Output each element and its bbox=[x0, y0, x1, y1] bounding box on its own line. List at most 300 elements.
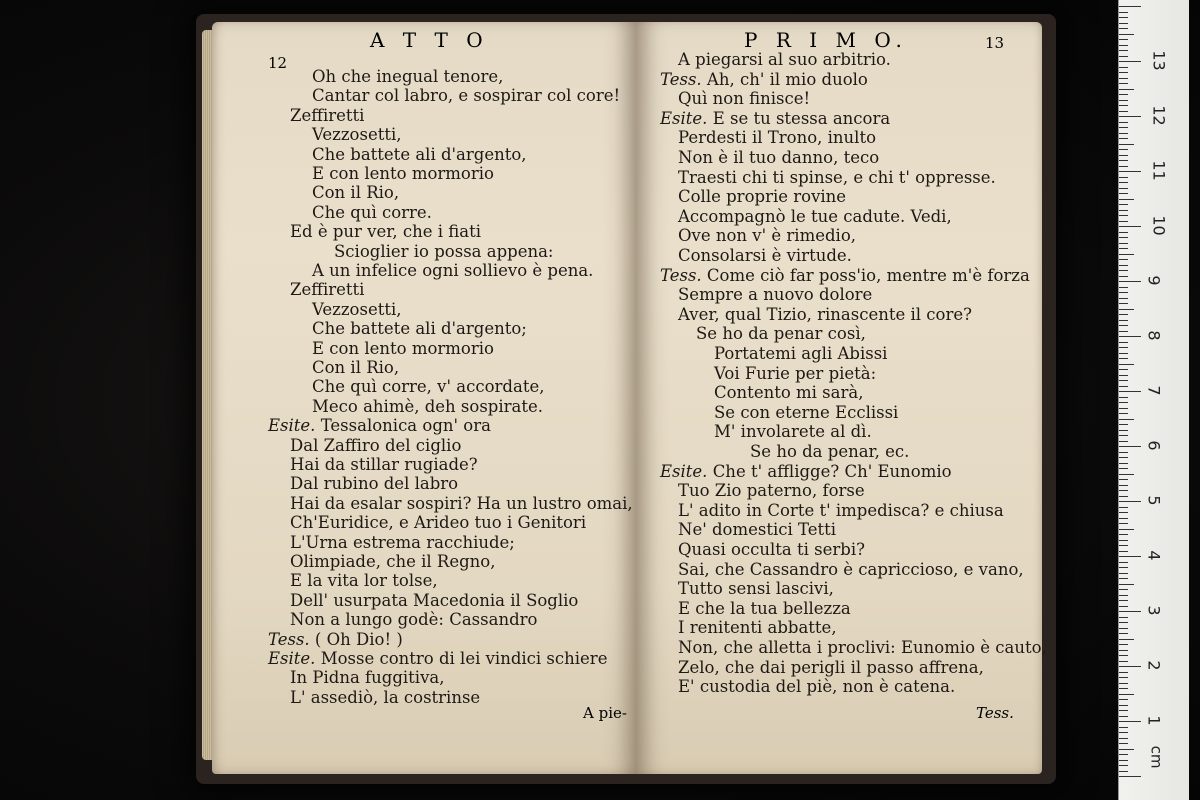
ruler-tick bbox=[1119, 386, 1128, 387]
ruler-tick bbox=[1119, 237, 1128, 238]
ruler-tick bbox=[1119, 452, 1128, 453]
text-line bbox=[714, 422, 872, 442]
ruler-tick bbox=[1119, 694, 1134, 695]
ruler-tick bbox=[1119, 463, 1128, 464]
verse-text: Hai da stillar rugiade? bbox=[290, 455, 478, 474]
ruler-tick bbox=[1119, 446, 1141, 447]
ruler-tick bbox=[1119, 298, 1128, 299]
verse-text: I renitenti abbatte, bbox=[678, 618, 837, 638]
ruler-tick bbox=[1119, 325, 1128, 326]
text-line bbox=[714, 383, 863, 403]
verse-text: Con il Rio, bbox=[312, 358, 400, 377]
ruler-tick bbox=[1119, 710, 1128, 711]
ruler-tick bbox=[1119, 622, 1128, 623]
verse-text: Ah, ch' il mio duolo bbox=[706, 69, 868, 89]
ruler-tick bbox=[1119, 364, 1134, 365]
ruler-tick bbox=[1119, 419, 1134, 420]
text-line bbox=[678, 599, 851, 619]
ruler-tick bbox=[1119, 474, 1134, 475]
ruler-tick bbox=[1119, 512, 1128, 513]
verse-text: M' involarete al dì. bbox=[714, 422, 872, 442]
verse-text: Ne' domestici Tetti bbox=[678, 520, 837, 540]
ruler-tick bbox=[1119, 413, 1128, 414]
ruler-label: 7 bbox=[1144, 385, 1164, 396]
ruler-label: 3 bbox=[1144, 605, 1164, 616]
text-line bbox=[312, 358, 399, 378]
right-running-head: P R I M O. bbox=[744, 28, 908, 52]
verse-text: Contento mi sarà, bbox=[714, 383, 864, 403]
text-line bbox=[290, 474, 458, 494]
text-line bbox=[312, 183, 399, 203]
ruler-tick bbox=[1119, 683, 1128, 684]
text-line bbox=[678, 481, 865, 501]
ruler-tick bbox=[1119, 270, 1128, 271]
ruler-tick bbox=[1119, 485, 1128, 486]
verse-text: Voi Furie per pietà: bbox=[714, 363, 877, 383]
ruler-tick bbox=[1119, 215, 1128, 216]
ruler-tick bbox=[1119, 358, 1128, 359]
ruler-tick bbox=[1119, 441, 1128, 442]
ruler-label: 1 bbox=[1144, 715, 1164, 726]
verse-text: A piegarsi al suo arbitrio. bbox=[678, 50, 891, 69]
ruler-tick bbox=[1119, 122, 1128, 123]
ruler-tick bbox=[1119, 61, 1141, 62]
text-line bbox=[312, 67, 503, 87]
ruler-tick bbox=[1119, 424, 1128, 425]
text-line bbox=[268, 649, 607, 669]
verse-text: Che t' affligge? Ch' Eunomio bbox=[712, 461, 952, 481]
ruler-tick bbox=[1119, 50, 1128, 51]
right-catchword: Tess. bbox=[976, 704, 1014, 722]
ruler-tick bbox=[1119, 430, 1128, 431]
text-line bbox=[678, 658, 984, 678]
text-line bbox=[678, 560, 1024, 580]
verse-text: Dell' usurpata Macedonia il Soglio bbox=[290, 590, 579, 610]
ruler-tick bbox=[1119, 402, 1128, 403]
text-line bbox=[714, 344, 887, 364]
verse-text: Dal rubino del labro bbox=[290, 474, 459, 494]
verse-text: ( Oh Dio! ) bbox=[314, 629, 403, 649]
ruler-tick bbox=[1119, 391, 1141, 392]
ruler-tick bbox=[1119, 507, 1128, 508]
ruler-tick bbox=[1119, 281, 1141, 282]
ruler-label: 10 bbox=[1149, 215, 1169, 236]
ruler-tick bbox=[1119, 551, 1128, 552]
text-line bbox=[660, 462, 952, 482]
text-line bbox=[290, 494, 633, 514]
ruler-tick bbox=[1119, 100, 1128, 101]
verse-text: Consolarsi è virtude. bbox=[678, 246, 852, 265]
ruler-tick bbox=[1119, 56, 1128, 57]
text-line bbox=[678, 226, 856, 246]
measurement-ruler bbox=[1118, 0, 1189, 800]
ruler-tick bbox=[1119, 331, 1128, 332]
text-line bbox=[290, 668, 445, 688]
ruler-tick bbox=[1119, 380, 1128, 381]
verse-text: Ove non v' è rimedio, bbox=[678, 226, 856, 246]
ruler-tick bbox=[1119, 584, 1134, 585]
text-line bbox=[678, 520, 836, 540]
ruler-tick bbox=[1119, 606, 1128, 607]
ruler-tick bbox=[1119, 540, 1128, 541]
ruler-tick bbox=[1119, 166, 1128, 167]
ruler-tick bbox=[1119, 633, 1128, 634]
text-line bbox=[312, 339, 494, 359]
text-line bbox=[660, 109, 890, 129]
ruler-tick bbox=[1119, 655, 1128, 656]
ruler-tick bbox=[1119, 617, 1128, 618]
text-line bbox=[268, 416, 491, 436]
ruler-tick bbox=[1119, 39, 1128, 40]
ruler-tick bbox=[1119, 639, 1134, 640]
text-line bbox=[312, 145, 527, 165]
right-page-number: 13 bbox=[985, 34, 1005, 52]
verse-text: Colle proprie rovine bbox=[678, 187, 847, 207]
text-line bbox=[312, 261, 593, 281]
speaker-name: Esite. bbox=[268, 649, 316, 668]
ruler-tick bbox=[1119, 210, 1128, 211]
ruler-tick bbox=[1119, 133, 1128, 134]
text-line bbox=[290, 455, 478, 475]
text-line bbox=[678, 305, 972, 325]
text-line bbox=[696, 324, 866, 344]
text-line bbox=[312, 377, 544, 397]
text-line bbox=[678, 677, 955, 697]
text-line bbox=[290, 533, 515, 553]
verse-text: In Pidna fuggitiva, bbox=[290, 668, 445, 688]
ruler-tick bbox=[1119, 408, 1128, 409]
text-line bbox=[678, 89, 810, 109]
ruler-tick bbox=[1119, 595, 1128, 596]
ruler-tick bbox=[1119, 138, 1128, 139]
verse-text: Tuo Zio paterno, forse bbox=[678, 481, 865, 501]
ruler-tick bbox=[1119, 435, 1128, 436]
verse-text: Che quì corre. bbox=[312, 202, 432, 222]
verse-text: E' custodia del piè, non è catena. bbox=[678, 677, 956, 697]
verse-text: Che quì corre, v' accordate, bbox=[312, 377, 545, 397]
verse-text: Non, che alletta i proclivi: Eunomio è cauto, bbox=[678, 638, 1047, 657]
ruler-tick bbox=[1119, 314, 1128, 315]
ruler-tick bbox=[1119, 144, 1134, 145]
verse-text: E con lento mormorio bbox=[312, 338, 494, 358]
verse-text: Se con eterne Ecclissi bbox=[714, 402, 899, 422]
verse-text: Tutto sensi lascivi, bbox=[678, 579, 834, 599]
ruler-tick bbox=[1119, 556, 1141, 557]
text-line bbox=[678, 618, 837, 638]
verse-text: Non è il tuo danno, teco bbox=[678, 148, 880, 167]
speaker-name: Tess. bbox=[660, 69, 702, 89]
ruler-tick bbox=[1119, 78, 1128, 79]
ruler-tick bbox=[1119, 94, 1128, 95]
ruler-tick bbox=[1119, 243, 1128, 244]
ruler-label: 12 bbox=[1149, 105, 1169, 126]
verse-text: Zelo, che dai perigli il passo affrena, bbox=[678, 657, 984, 677]
ruler-tick bbox=[1119, 232, 1128, 233]
ruler-label: 5 bbox=[1144, 495, 1164, 506]
verse-text: Traesti chi ti spinse, e chi t' oppresse. bbox=[678, 167, 996, 187]
verse-text: Olimpiade, che il Regno, bbox=[290, 552, 496, 571]
ruler-tick bbox=[1119, 160, 1128, 161]
ruler-tick bbox=[1119, 287, 1128, 288]
ruler-tick bbox=[1119, 12, 1128, 13]
ruler-tick bbox=[1119, 749, 1134, 750]
ruler-tick bbox=[1119, 182, 1128, 183]
ruler-tick bbox=[1119, 457, 1128, 458]
verse-text: Con il Rio, bbox=[312, 183, 400, 203]
ruler-tick bbox=[1119, 292, 1128, 293]
verse-text: Se ho da penar, ec. bbox=[750, 442, 910, 461]
ruler-tick bbox=[1119, 89, 1134, 90]
ruler-label: 9 bbox=[1144, 275, 1164, 286]
text-line bbox=[290, 552, 495, 572]
ruler-tick bbox=[1119, 644, 1128, 645]
verse-text: Accompagnò le tue cadute. Vedi, bbox=[678, 206, 952, 226]
ruler-tick bbox=[1119, 573, 1128, 574]
text-line bbox=[290, 106, 364, 126]
verse-text: Che battete ali d'argento, bbox=[312, 144, 527, 164]
ruler-tick bbox=[1119, 727, 1128, 728]
text-line bbox=[290, 280, 364, 300]
ruler-tick bbox=[1119, 347, 1128, 348]
text-line bbox=[312, 164, 494, 184]
verse-text: E la vita lor tolse, bbox=[290, 571, 438, 591]
verse-text: Quasi occulta ti serbi? bbox=[678, 540, 865, 559]
ruler-tick bbox=[1119, 716, 1128, 717]
verse-text: Meco ahimè, deh sospirate. bbox=[312, 396, 543, 416]
verse-text: Zeffiretti bbox=[290, 280, 365, 300]
verse-text: Come ciò far poss'io, mentre m'è forza bbox=[706, 265, 1030, 285]
verse-text: Non a lungo godè: Cassandro bbox=[290, 610, 538, 630]
ruler-tick bbox=[1119, 353, 1128, 354]
text-line bbox=[678, 579, 834, 599]
ruler-tick bbox=[1119, 688, 1128, 689]
verse-text: E che la tua bellezza bbox=[678, 598, 851, 618]
text-line bbox=[678, 540, 865, 560]
ruler-tick bbox=[1119, 342, 1128, 343]
ruler-tick bbox=[1119, 375, 1128, 376]
ruler-tick bbox=[1119, 523, 1128, 524]
verse-text: Quì non finisce! bbox=[678, 89, 811, 109]
text-line bbox=[678, 168, 996, 188]
ruler-tick bbox=[1119, 578, 1128, 579]
ruler-tick bbox=[1119, 226, 1141, 227]
ruler-tick bbox=[1119, 534, 1128, 535]
text-line bbox=[678, 50, 891, 70]
text-line bbox=[714, 364, 876, 384]
verse-text: Oh che inegual tenore, bbox=[312, 67, 504, 86]
ruler-label: 13 bbox=[1149, 50, 1169, 71]
ruler-tick bbox=[1119, 650, 1128, 651]
text-line bbox=[678, 187, 846, 207]
ruler-tick bbox=[1119, 611, 1141, 612]
verse-text: Portatemi agli Abissi bbox=[714, 344, 888, 363]
ruler-tick bbox=[1119, 149, 1128, 150]
verse-text: L' adito in Corte t' impedisca? e chiusa bbox=[678, 500, 1004, 520]
ruler-tick bbox=[1119, 369, 1128, 370]
ruler-tick bbox=[1119, 754, 1128, 755]
verse-text: Se ho da penar così, bbox=[696, 324, 866, 344]
text-line bbox=[678, 285, 872, 305]
verse-text: Che battete ali d'argento; bbox=[312, 319, 527, 339]
text-line bbox=[678, 501, 1004, 521]
verse-text: Vezzosetti, bbox=[312, 125, 402, 145]
verse-text: Perdesti il Trono, inulto bbox=[678, 128, 877, 148]
ruler-tick bbox=[1119, 221, 1128, 222]
ruler-tick bbox=[1119, 309, 1134, 310]
ruler-tick bbox=[1119, 677, 1128, 678]
ruler-label: 2 bbox=[1144, 660, 1164, 671]
text-line bbox=[678, 148, 879, 168]
text-line bbox=[290, 610, 537, 630]
ruler-tick bbox=[1119, 699, 1128, 700]
verse-text: Tessalonica ogn' ora bbox=[320, 416, 491, 436]
text-line bbox=[312, 300, 402, 320]
ruler-tick bbox=[1119, 600, 1128, 601]
ruler-tick bbox=[1119, 666, 1141, 667]
ruler-tick bbox=[1119, 567, 1128, 568]
ruler-tick bbox=[1119, 496, 1128, 497]
speaker-name: Esite. bbox=[660, 461, 708, 481]
ruler-tick bbox=[1119, 628, 1128, 629]
ruler-tick bbox=[1119, 336, 1141, 337]
verse-text: Vezzosetti, bbox=[312, 299, 402, 319]
ruler-tick bbox=[1119, 320, 1128, 321]
text-line bbox=[268, 630, 403, 650]
text-line bbox=[678, 638, 1047, 658]
verse-text: Scioglier io possa appena: bbox=[334, 241, 554, 261]
ruler-tick bbox=[1119, 155, 1128, 156]
ruler-label: 11 bbox=[1149, 160, 1169, 181]
ruler-tick bbox=[1119, 776, 1141, 777]
speaker-name: Tess. bbox=[268, 629, 310, 649]
text-line bbox=[660, 266, 1030, 286]
text-line bbox=[312, 86, 620, 106]
ruler-tick bbox=[1119, 45, 1128, 46]
ruler-tick bbox=[1119, 276, 1128, 277]
text-line bbox=[312, 319, 527, 339]
text-line bbox=[312, 125, 402, 145]
ruler-tick bbox=[1119, 765, 1128, 766]
ruler-tick bbox=[1119, 34, 1134, 35]
verse-text: Mosse contro di lei vindici schiere bbox=[320, 649, 608, 668]
left-page-number: 12 bbox=[268, 54, 288, 72]
ruler-tick bbox=[1119, 254, 1134, 255]
text-line bbox=[290, 688, 480, 708]
verse-text: Zeffiretti bbox=[290, 105, 365, 125]
verse-text: Ed è pur ver, che i fiati bbox=[290, 222, 481, 242]
verse-text: Hai da esalar sospiri? Ha un lustro omai, bbox=[290, 493, 633, 513]
text-line bbox=[660, 70, 868, 90]
ruler-tick bbox=[1119, 705, 1128, 706]
text-line bbox=[290, 513, 586, 533]
ruler-tick bbox=[1119, 265, 1128, 266]
left-running-head: A T T O bbox=[370, 28, 489, 52]
ruler-tick bbox=[1119, 116, 1141, 117]
verse-text: A un infelice ogni sollievo è pena. bbox=[312, 261, 594, 280]
ruler-tick bbox=[1119, 127, 1128, 128]
ruler-tick bbox=[1119, 771, 1128, 772]
ruler-tick bbox=[1119, 545, 1128, 546]
text-line bbox=[334, 242, 554, 262]
ruler-label: 6 bbox=[1144, 440, 1164, 451]
verse-text: E se tu stessa ancora bbox=[712, 108, 891, 128]
ruler-tick bbox=[1119, 72, 1128, 73]
ruler-tick bbox=[1119, 259, 1128, 260]
text-line bbox=[312, 203, 432, 223]
ruler-label: 8 bbox=[1144, 330, 1164, 341]
text-line bbox=[290, 436, 461, 456]
ruler-tick bbox=[1119, 17, 1128, 18]
text-line bbox=[714, 403, 898, 423]
verse-text: Aver, qual Tizio, rinascente il core? bbox=[678, 304, 972, 324]
ruler-tick bbox=[1119, 303, 1128, 304]
verse-text: Cantar col labro, e sospirar col core! bbox=[312, 86, 621, 106]
ruler-tick bbox=[1119, 721, 1141, 722]
ruler-tick bbox=[1119, 501, 1141, 502]
text-line bbox=[312, 397, 543, 417]
verse-text: L' assediò, la costrinse bbox=[290, 687, 481, 707]
ruler-tick bbox=[1119, 171, 1141, 172]
ruler-tick bbox=[1119, 760, 1128, 761]
ruler-tick bbox=[1119, 397, 1128, 398]
ruler-tick bbox=[1119, 199, 1134, 200]
ruler-tick bbox=[1119, 23, 1128, 24]
ruler-tick bbox=[1119, 589, 1128, 590]
ruler-tick bbox=[1119, 204, 1128, 205]
verse-text: Dal Zaffiro del ciglio bbox=[290, 435, 462, 455]
ruler-tick bbox=[1119, 743, 1128, 744]
ruler-tick bbox=[1119, 248, 1128, 249]
text-line bbox=[678, 246, 852, 266]
speaker-name: Tess. bbox=[660, 265, 702, 285]
speaker-name: Esite. bbox=[268, 416, 316, 436]
verse-text: L'Urna estrema racchiude; bbox=[290, 532, 515, 552]
text-line bbox=[290, 571, 438, 591]
ruler-tick bbox=[1119, 562, 1128, 563]
text-line bbox=[678, 128, 876, 148]
ruler-tick bbox=[1119, 518, 1128, 519]
ruler-label: 4 bbox=[1144, 550, 1164, 561]
ruler-tick bbox=[1119, 83, 1128, 84]
ruler-tick bbox=[1119, 111, 1128, 112]
ruler-tick bbox=[1119, 28, 1128, 29]
ruler-tick bbox=[1119, 738, 1128, 739]
text-line bbox=[290, 591, 578, 611]
text-line bbox=[750, 442, 909, 462]
ruler-tick bbox=[1119, 188, 1128, 189]
ruler-tick bbox=[1119, 479, 1128, 480]
ruler-tick bbox=[1119, 67, 1128, 68]
verse-text: E con lento mormorio bbox=[312, 164, 494, 183]
verse-text: Sai, che Cassandro è capriccioso, e vano, bbox=[678, 559, 1024, 579]
ruler-tick bbox=[1119, 468, 1128, 469]
ruler-tick bbox=[1119, 529, 1134, 530]
ruler-tick bbox=[1119, 177, 1128, 178]
ruler-tick bbox=[1119, 661, 1128, 662]
ruler-tick bbox=[1119, 490, 1128, 491]
ruler-tick bbox=[1119, 672, 1128, 673]
text-line bbox=[290, 222, 481, 242]
ruler-unit: cm bbox=[1147, 745, 1166, 769]
ruler-tick bbox=[1119, 732, 1128, 733]
left-catchword: A pie- bbox=[583, 704, 627, 722]
ruler-tick bbox=[1119, 105, 1128, 106]
speaker-name: Esite. bbox=[660, 108, 708, 128]
verse-text: Ch'Euridice, e Arideo tuo i Genitori bbox=[290, 513, 587, 533]
ruler-tick bbox=[1119, 193, 1128, 194]
text-line bbox=[678, 207, 952, 227]
ruler-tick bbox=[1119, 6, 1141, 7]
